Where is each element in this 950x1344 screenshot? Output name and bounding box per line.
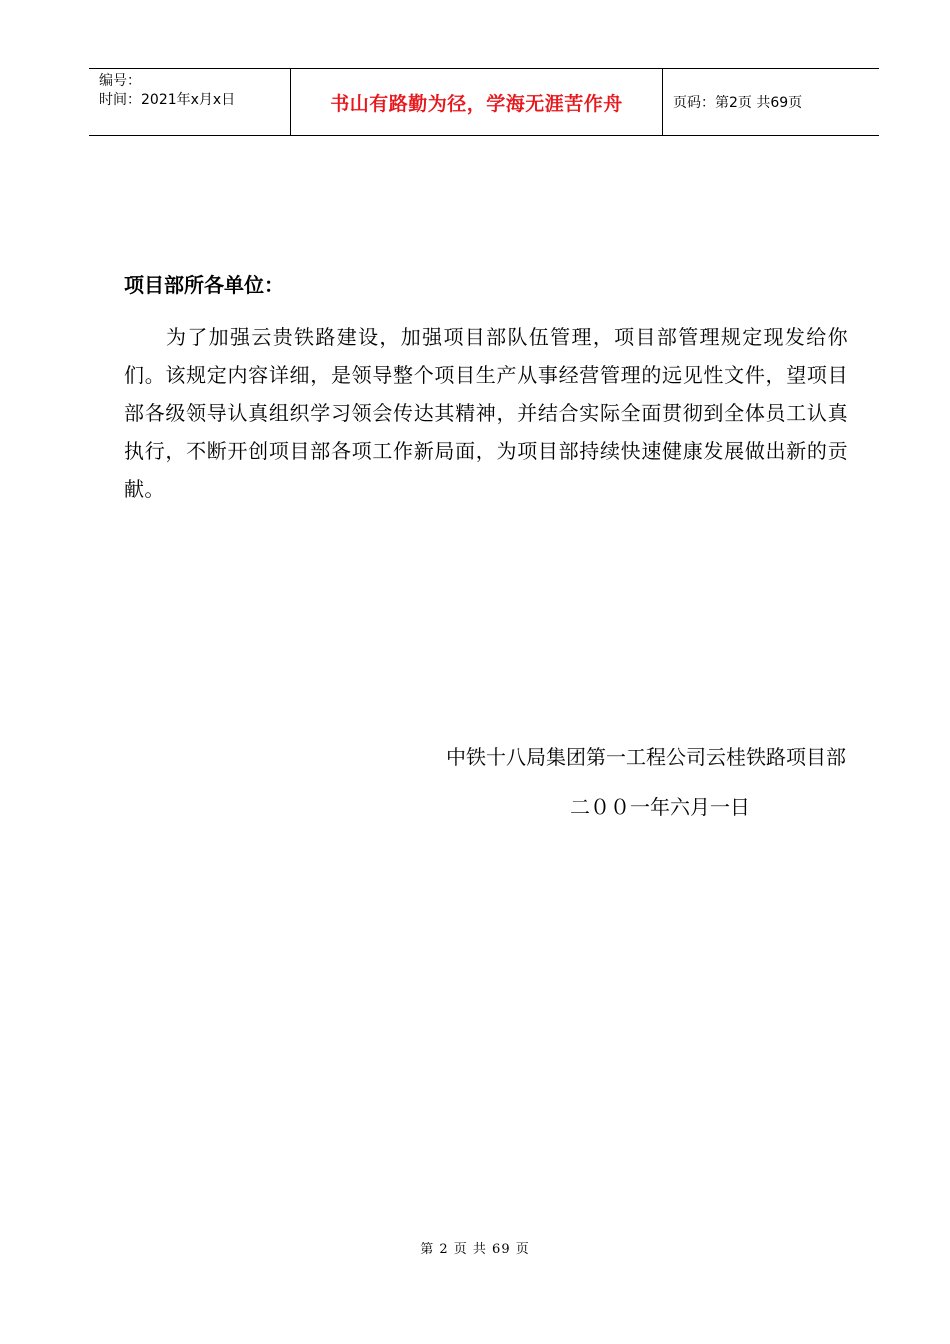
header-page-info: 页码：第2页 共69页	[673, 95, 803, 111]
page-footer: 第 2 页 共 69 页	[420, 1242, 530, 1257]
document-signature: 中铁十八局集团第一工程公司云桂铁路项目部	[446, 745, 846, 769]
page-header	[89, 68, 879, 136]
header-meta	[89, 69, 291, 135]
header-number-label: 编号：	[99, 73, 141, 89]
document-salutation: 项目部所各单位：	[124, 273, 284, 297]
document-paragraph: 为了加强云贵铁路建设，加强项目部队伍管理，项目部管理规定现发给你们。该规定内容详细，是领导整个项目生产从事经营管理的远见性文件，望项目部各级领导认真组织学习领会传达其精神，并结合实际全面贯彻到全体员工认真执行，不断开创项目部各项工作新局面，为项目部持续快速健康发展做出新的贡献。	[124, 325, 848, 501]
header-time-label: 时间：2021年x月x日	[99, 92, 236, 108]
header-motto: 书山有路勤为径，学海无涯苦作舟	[291, 69, 663, 135]
document-date: 二００一年六月一日	[570, 795, 750, 819]
